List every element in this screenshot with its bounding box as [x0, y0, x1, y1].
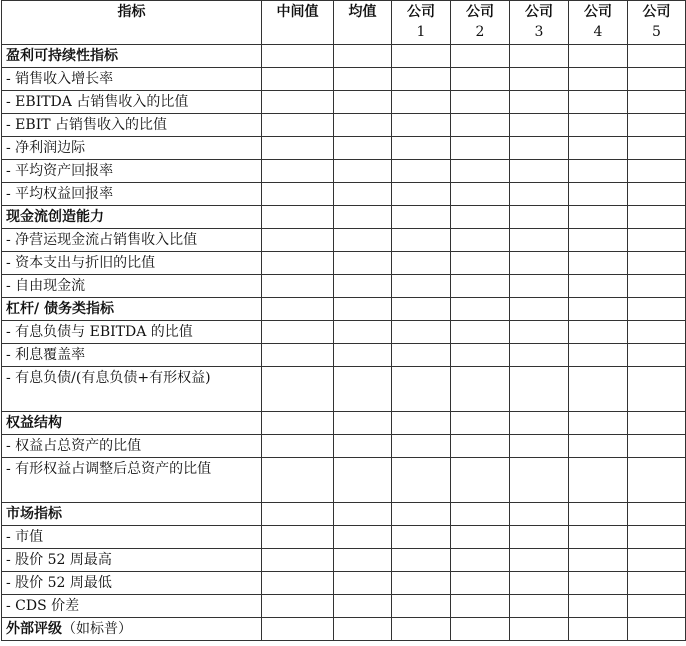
value-cell — [628, 206, 686, 229]
value-cell — [392, 45, 451, 68]
value-cell — [569, 549, 628, 572]
section-title — [2, 206, 262, 229]
header-row — [2, 1, 686, 45]
value-cell — [569, 45, 628, 68]
value-cell — [628, 137, 686, 160]
value-cell — [392, 572, 451, 595]
value-cell — [451, 344, 510, 367]
indicator-label: - 权益占总资产的比值 — [2, 435, 262, 458]
value-cell — [628, 275, 686, 298]
value-cell — [628, 367, 686, 412]
value-cell — [510, 91, 569, 114]
indicator-label: - 销售收入增长率 — [2, 68, 262, 91]
value-cell — [628, 572, 686, 595]
header-company-label: 公司 — [642, 4, 671, 20]
value-cell — [510, 45, 569, 68]
value-cell — [510, 526, 569, 549]
value-cell — [334, 503, 392, 526]
value-cell — [262, 526, 334, 549]
table-row — [2, 595, 686, 618]
value-cell — [392, 229, 451, 252]
value-cell — [334, 458, 392, 503]
value-cell — [262, 595, 334, 618]
value-cell — [510, 68, 569, 91]
value-cell — [334, 252, 392, 275]
indicator-label: - 利息覆盖率 — [2, 344, 262, 367]
value-cell — [451, 618, 510, 641]
table-row — [2, 252, 686, 275]
value-cell — [262, 367, 334, 412]
value-cell — [392, 435, 451, 458]
indicator-label: - 净利润边际 — [2, 137, 262, 160]
value-cell — [262, 206, 334, 229]
value-cell — [510, 137, 569, 160]
indicator-label: - EBIT 占销售收入的比值 — [2, 114, 262, 137]
header-company-2 — [451, 1, 510, 45]
header-company-num: 2 — [475, 24, 485, 40]
section-note: （如标普） — [62, 621, 132, 637]
indicator-label: - 股价 52 周最低 — [2, 572, 262, 595]
value-cell — [628, 503, 686, 526]
value-cell — [569, 160, 628, 183]
header-company-5 — [628, 1, 686, 45]
table-row — [2, 526, 686, 549]
value-cell — [392, 206, 451, 229]
header-company-label: 公司 — [466, 4, 494, 20]
value-cell — [569, 275, 628, 298]
value-cell — [392, 321, 451, 344]
value-cell — [262, 458, 334, 503]
value-cell — [628, 252, 686, 275]
value-cell — [334, 275, 392, 298]
value-cell — [510, 549, 569, 572]
value-cell — [262, 68, 334, 91]
indicator-label: - 平均权益回报率 — [2, 183, 262, 206]
value-cell — [628, 114, 686, 137]
table-row — [2, 321, 686, 344]
value-cell — [262, 412, 334, 435]
value-cell — [262, 229, 334, 252]
value-cell — [569, 503, 628, 526]
value-cell — [451, 549, 510, 572]
value-cell — [262, 275, 334, 298]
value-cell — [628, 298, 686, 321]
value-cell — [451, 321, 510, 344]
value-cell — [392, 367, 451, 412]
value-cell — [569, 572, 628, 595]
value-cell — [451, 252, 510, 275]
indicator-label: - EBITDA 占销售收入的比值 — [2, 91, 262, 114]
section-row — [2, 206, 686, 229]
section-title — [2, 298, 262, 321]
value-cell — [392, 68, 451, 91]
header-company-3 — [510, 1, 569, 45]
value-cell — [262, 618, 334, 641]
value-cell — [510, 458, 569, 503]
header-indicator: 指标 — [2, 1, 262, 45]
header-company-num: 3 — [534, 24, 544, 40]
value-cell — [510, 618, 569, 641]
value-cell — [334, 549, 392, 572]
value-cell — [628, 183, 686, 206]
indicator-label: - 有息负债/(有息负债+有形权益) — [2, 367, 262, 412]
section-row — [2, 298, 686, 321]
value-cell — [451, 435, 510, 458]
indicator-label: - 平均资产回报率 — [2, 160, 262, 183]
value-cell — [451, 412, 510, 435]
value-cell — [628, 435, 686, 458]
value-cell — [392, 595, 451, 618]
table-row — [2, 114, 686, 137]
value-cell — [334, 344, 392, 367]
section-title — [2, 503, 262, 526]
indicator-label: - 股价 52 周最高 — [2, 549, 262, 572]
value-cell — [569, 344, 628, 367]
value-cell — [569, 367, 628, 412]
value-cell — [451, 526, 510, 549]
header-median: 中间值 — [262, 1, 334, 45]
value-cell — [510, 183, 569, 206]
value-cell — [334, 91, 392, 114]
value-cell — [262, 114, 334, 137]
value-cell — [262, 321, 334, 344]
table-row — [2, 160, 686, 183]
value-cell — [569, 114, 628, 137]
indicator-label: - CDS 价差 — [2, 595, 262, 618]
value-cell — [451, 367, 510, 412]
value-cell — [510, 321, 569, 344]
value-cell — [334, 160, 392, 183]
indicator-label: - 市值 — [2, 526, 262, 549]
value-cell — [262, 344, 334, 367]
table-row — [2, 229, 686, 252]
value-cell — [451, 572, 510, 595]
value-cell — [569, 458, 628, 503]
value-cell — [262, 91, 334, 114]
section-label: 市场指标 — [6, 506, 62, 522]
value-cell — [569, 435, 628, 458]
value-cell — [262, 549, 334, 572]
value-cell — [628, 68, 686, 91]
value-cell — [451, 275, 510, 298]
table-row — [2, 344, 686, 367]
header-company-num: 5 — [652, 24, 661, 40]
section-label: 杠杆/ 债务类指标 — [6, 301, 114, 317]
indicator-table — [1, 0, 686, 641]
section-title — [2, 618, 262, 641]
indicator-label: - 自由现金流 — [2, 275, 262, 298]
value-cell — [569, 298, 628, 321]
table-row — [2, 183, 686, 206]
value-cell — [569, 183, 628, 206]
table-body — [2, 45, 686, 641]
value-cell — [334, 618, 392, 641]
value-cell — [451, 114, 510, 137]
value-cell — [392, 275, 451, 298]
value-cell — [262, 160, 334, 183]
value-cell — [510, 412, 569, 435]
section-label: 现金流创造能力 — [6, 209, 104, 225]
section-row — [2, 412, 686, 435]
value-cell — [451, 45, 510, 68]
value-cell — [510, 435, 569, 458]
value-cell — [628, 412, 686, 435]
value-cell — [334, 595, 392, 618]
value-cell — [628, 549, 686, 572]
value-cell — [569, 68, 628, 91]
value-cell — [262, 45, 334, 68]
value-cell — [628, 618, 686, 641]
value-cell — [451, 298, 510, 321]
header-company-1 — [392, 1, 451, 45]
value-cell — [392, 526, 451, 549]
value-cell — [334, 229, 392, 252]
section-row — [2, 503, 686, 526]
value-cell — [334, 526, 392, 549]
value-cell — [392, 549, 451, 572]
value-cell — [510, 275, 569, 298]
value-cell — [569, 206, 628, 229]
value-cell — [569, 137, 628, 160]
value-cell — [262, 572, 334, 595]
value-cell — [628, 160, 686, 183]
table-row — [2, 275, 686, 298]
value-cell — [392, 344, 451, 367]
value-cell — [569, 252, 628, 275]
value-cell — [628, 229, 686, 252]
section-title — [2, 45, 262, 68]
value-cell — [334, 183, 392, 206]
value-cell — [451, 68, 510, 91]
value-cell — [334, 572, 392, 595]
value-cell — [392, 114, 451, 137]
value-cell — [510, 206, 569, 229]
value-cell — [451, 595, 510, 618]
value-cell — [569, 412, 628, 435]
value-cell — [262, 503, 334, 526]
value-cell — [510, 367, 569, 412]
value-cell — [334, 114, 392, 137]
indicator-label: - 资本支出与折旧的比值 — [2, 252, 262, 275]
value-cell — [628, 91, 686, 114]
value-cell — [569, 229, 628, 252]
value-cell — [510, 298, 569, 321]
value-cell — [334, 137, 392, 160]
value-cell — [392, 458, 451, 503]
value-cell — [510, 252, 569, 275]
value-cell — [510, 114, 569, 137]
table-row — [2, 367, 686, 412]
value-cell — [569, 618, 628, 641]
value-cell — [451, 160, 510, 183]
table-row — [2, 458, 686, 503]
value-cell — [392, 160, 451, 183]
value-cell — [392, 298, 451, 321]
section-row — [2, 618, 686, 641]
table-row — [2, 137, 686, 160]
value-cell — [510, 503, 569, 526]
table-row — [2, 91, 686, 114]
header-company-label: 公司 — [407, 4, 435, 20]
value-cell — [451, 458, 510, 503]
value-cell — [334, 435, 392, 458]
value-cell — [334, 367, 392, 412]
value-cell — [451, 206, 510, 229]
value-cell — [628, 526, 686, 549]
value-cell — [451, 91, 510, 114]
value-cell — [392, 252, 451, 275]
value-cell — [262, 435, 334, 458]
value-cell — [334, 412, 392, 435]
value-cell — [569, 321, 628, 344]
value-cell — [451, 137, 510, 160]
header-company-4 — [569, 1, 628, 45]
value-cell — [451, 183, 510, 206]
value-cell — [334, 206, 392, 229]
value-cell — [334, 68, 392, 91]
section-label: 权益结构 — [6, 415, 62, 431]
value-cell — [569, 526, 628, 549]
section-label: 盈利可持续性指标 — [6, 48, 118, 64]
value-cell — [510, 572, 569, 595]
value-cell — [628, 45, 686, 68]
value-cell — [392, 137, 451, 160]
value-cell — [262, 137, 334, 160]
indicator-label: - 净营运现金流占销售收入比值 — [2, 229, 262, 252]
value-cell — [392, 91, 451, 114]
value-cell — [392, 503, 451, 526]
indicator-label: - 有形权益占调整后总资产的比值 — [2, 458, 262, 503]
header-company-label: 公司 — [584, 4, 612, 20]
value-cell — [510, 344, 569, 367]
section-row — [2, 45, 686, 68]
value-cell — [510, 160, 569, 183]
value-cell — [628, 458, 686, 503]
indicator-label: - 有息负债与 EBITDA 的比值 — [2, 321, 262, 344]
section-label: 外部评级 — [6, 621, 62, 637]
value-cell — [262, 183, 334, 206]
value-cell — [392, 618, 451, 641]
value-cell — [262, 252, 334, 275]
value-cell — [569, 595, 628, 618]
header-company-label: 公司 — [525, 4, 553, 20]
table-row — [2, 572, 686, 595]
value-cell — [451, 229, 510, 252]
value-cell — [392, 183, 451, 206]
value-cell — [392, 412, 451, 435]
value-cell — [628, 595, 686, 618]
value-cell — [334, 45, 392, 68]
value-cell — [628, 321, 686, 344]
value-cell — [262, 298, 334, 321]
section-title — [2, 412, 262, 435]
value-cell — [510, 595, 569, 618]
value-cell — [334, 321, 392, 344]
header-company-num: 4 — [593, 24, 603, 40]
header-company-num: 1 — [416, 24, 426, 40]
value-cell — [569, 91, 628, 114]
value-cell — [334, 298, 392, 321]
table-row — [2, 435, 686, 458]
value-cell — [510, 229, 569, 252]
header-mean: 均值 — [334, 1, 392, 45]
table-row — [2, 549, 686, 572]
value-cell — [628, 344, 686, 367]
value-cell — [451, 503, 510, 526]
table-row — [2, 68, 686, 91]
